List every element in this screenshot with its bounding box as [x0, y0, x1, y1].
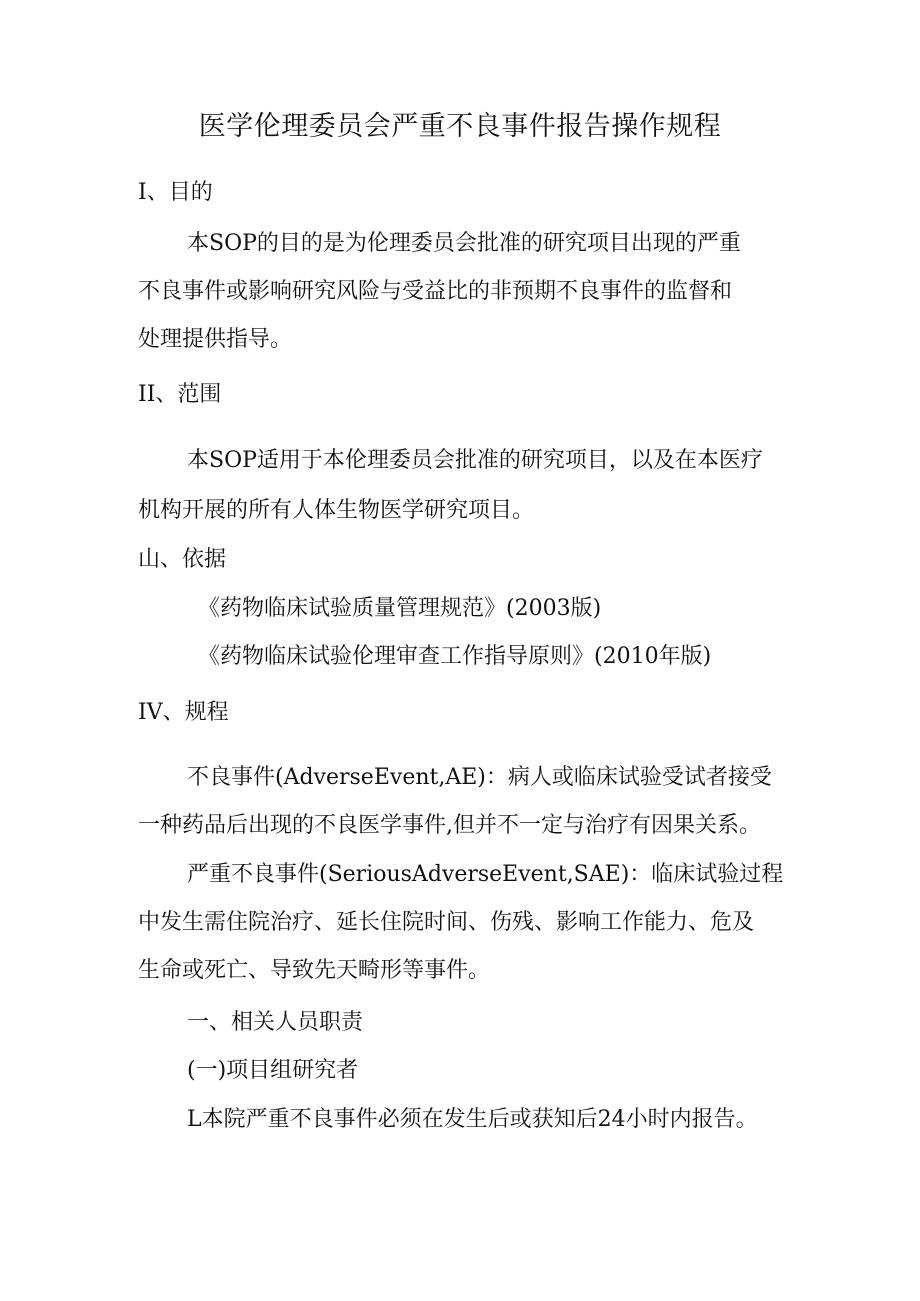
section-heading-scope: II、范围	[138, 382, 222, 407]
ae-definition-line-1: 不良事件(AdverseEvent,AE)：病人或临床试验受试者接受	[187, 765, 772, 790]
sae-definition-line-2: 中发生需住院治疗、延长住院时间、伤残、影响工作能力、危及	[138, 910, 755, 935]
purpose-line-2: 不良事件或影响研究风险与受益比的非预期不良事件的监督和	[138, 279, 733, 304]
investigators-heading: (一)项目组研究者	[187, 1058, 359, 1083]
basis-reference-1: 《药物临床试验质量管理规范》(2003版)	[198, 596, 602, 621]
sae-definition-line-3: 生命或死亡、导致先天畸形等事件。	[138, 958, 491, 983]
sae-definition-line-1: 严重不良事件(SeriousAdverseEvent,SAE)：临床试验过程	[187, 862, 784, 887]
responsibilities-heading: 一、相关人员职责	[187, 1010, 364, 1035]
scope-line-2: 机构开展的所有人体生物医学研究项目。	[138, 498, 535, 523]
document-title: 医学伦理委员会严重不良事件报告操作规程	[198, 111, 722, 142]
reporting-item-1: L本院严重不良事件必须在发生后或获知后24小时内报告。	[187, 1107, 758, 1132]
section-heading-basis: 山、依据	[138, 547, 227, 572]
section-heading-purpose: I、目的	[138, 180, 213, 205]
ae-definition-line-2: 一种药品后出现的不良医学事件,但并不一定与治疗有因果关系。	[138, 813, 761, 838]
section-heading-procedure: IV、规程	[138, 700, 229, 725]
scope-line-1: 本SOP适用于本伦理委员会批准的研究项目，以及在本医疗	[187, 448, 763, 473]
purpose-line-3: 处理提供指导。	[138, 327, 293, 352]
purpose-line-1: 本SOP的目的是为伦理委员会批准的研究项目出现的严重	[187, 231, 741, 256]
basis-reference-2: 《药物临床试验伦理审查工作指导原则》(2010年版)	[198, 644, 712, 669]
